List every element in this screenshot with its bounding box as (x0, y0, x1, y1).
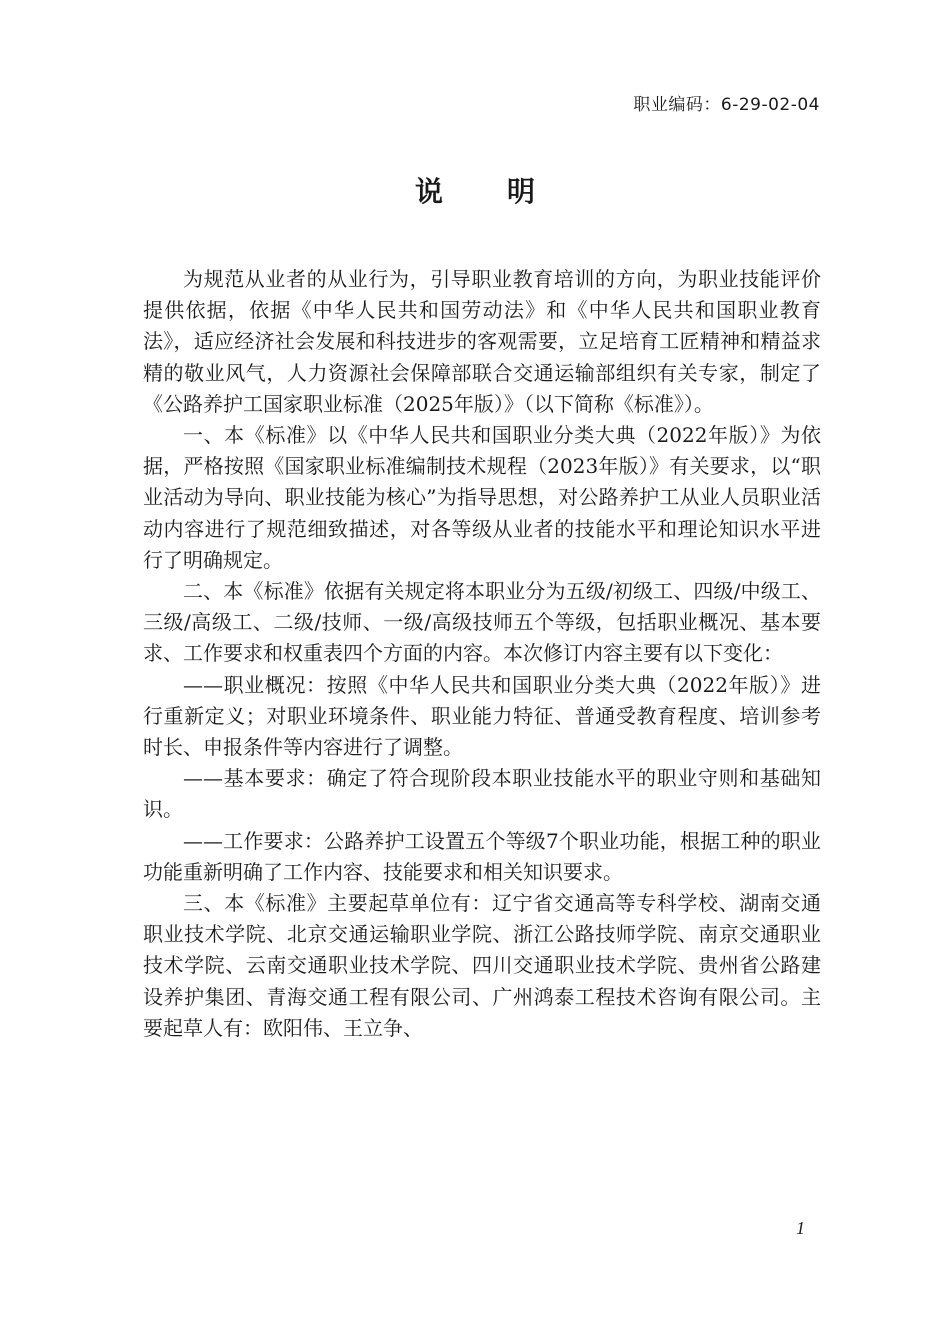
paragraph-change-overview: ——职业概况：按照《中华人民共和国职业分类大典（2022年版）》进行重新定义；对职业环境条件、职业能力特征、普通受教育程度、培训参考时长、申报条件等内容进行了调整。 (143, 672, 821, 760)
occupation-code: 职业编码：6-29-02-04 (633, 95, 820, 115)
page-title: 说明 (414, 175, 599, 208)
paragraph-section-1: 一、本《标准》以《中华人民共和国职业分类大典（2022年版）》为依据，严格按照《国家职业标准编制技术规程（2023年版）》有关要求，以“职业活动为导向、职业技能为核心”为指导思想，对公路养护工从业人员职业活动内容进行了规范细致描述，对各等级从业者的技能水平和理论知识水平进行了明确规定。 (143, 423, 821, 572)
paragraph-intro: 为规范从业者的从业行为，引导职业教育培训的方向，为职业技能评价提供依据，依据《中华人民共和国劳动法》和《中华人民共和国职业教育法》，适应经济社会发展和科技进步的客观需要，立足培育工匠精神和精益求精的敬业风气，人力资源社会保障部联合交通运输部组织有关专家，制定了《公路养护工国家职业标准（2025年版）》（以下简称《标准》）。 (143, 267, 821, 416)
page-number: 1 (796, 1218, 805, 1238)
document-body (143, 264, 821, 1044)
paragraph-change-basic: ——基本要求：确定了符合现阶段本职业技能水平的职业守则和基础知识。 (143, 766, 821, 822)
paragraph-change-work: ——工作要求：公路养护工设置五个等级7个职业功能，根据工种的职业功能重新明确了工作内容、技能要求和相关知识要求。 (143, 828, 821, 884)
paragraph-section-3: 三、本《标准》主要起草单位有：辽宁省交通高等专科学校、湖南交通职业技术学院、北京交通运输职业学院、浙江公路技师学院、南京交通职业技术学院、云南交通职业技术学院、四川交通职业技术学院、贵州省公路建设养护集团、青海交通工程有限公司、广州鸿泰工程技术咨询有限公司。主要起草人有：欧阳伟、王立争、 (143, 891, 821, 1040)
paragraph-section-2: 二、本《标准》依据有关规定将本职业分为五级/初级工、四级/中级工、三级/高级工、二级/技师、一级/高级技师五个等级，包括职业概况、基本要求、工作要求和权重表四个方面的内容。本次修订内容主要有以下变化： (143, 579, 821, 666)
